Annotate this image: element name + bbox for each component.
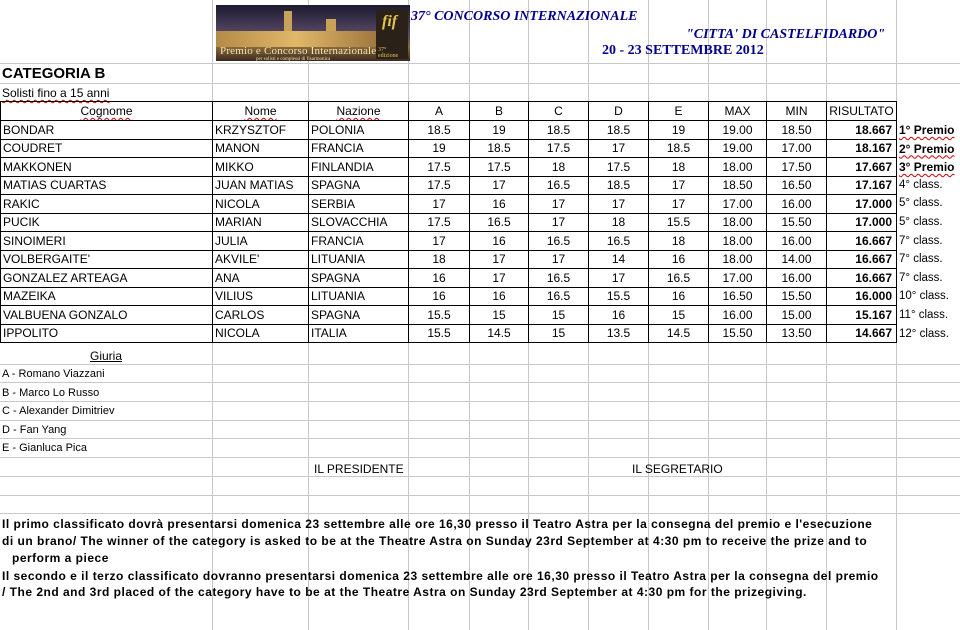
cell-nome: VILIUS — [213, 287, 309, 306]
placement-label: 1° Premio — [899, 123, 955, 137]
note-line-1: Il primo classificato dovrà presentarsi domenica 23 settembre alle ore 16,30 presso il Teatro Astra per la consegna del premio e l'esecuzione — [2, 517, 873, 531]
cell-nazione: FRANCIA — [309, 139, 409, 158]
cell-e: 16.5 — [649, 269, 709, 288]
cell-d: 14 — [589, 250, 649, 269]
cell-a: 18.5 — [409, 121, 470, 140]
cell-d: 17 — [589, 195, 649, 214]
cell-risultato: 18.667 — [827, 121, 897, 140]
cell-b: 14.5 — [470, 324, 529, 343]
placement-label: 5° class. — [899, 216, 943, 228]
jury-member — [2, 387, 99, 399]
cell-b: 15 — [470, 306, 529, 325]
cell-b: 17 — [470, 176, 529, 195]
cell-c: 16.5 — [529, 287, 589, 306]
cell-risultato: 16.667 — [827, 232, 897, 251]
table-row — [1, 213, 897, 232]
cell-nazione: SERBIA — [309, 195, 409, 214]
cell-c: 18 — [529, 158, 589, 177]
jury-letter: A - — [2, 368, 16, 380]
cell-d: 18 — [589, 213, 649, 232]
cell-nazione: SLOVACCHIA — [309, 213, 409, 232]
cell-risultato: 14.667 — [827, 324, 897, 343]
table-row — [1, 250, 897, 269]
table-header-row — [1, 102, 897, 121]
table-row — [1, 269, 897, 288]
column-header: Cognome — [1, 102, 213, 121]
secretary-label: IL SEGRETARIO — [632, 462, 723, 476]
cell-max: 19.00 — [709, 139, 767, 158]
cell-max: 15.50 — [709, 324, 767, 343]
table-row — [1, 195, 897, 214]
column-header: MAX — [709, 102, 767, 121]
jury-member — [2, 442, 87, 454]
cell-d: 16 — [589, 306, 649, 325]
placement-label: 11° class. — [899, 309, 949, 321]
category-subtitle: Solisti fino a 15 anni — [2, 86, 110, 100]
table-row — [1, 158, 897, 177]
cell-e: 15 — [649, 306, 709, 325]
cell-c: 16.5 — [529, 269, 589, 288]
jury-name: Marco Lo Russo — [19, 386, 100, 399]
column-header: A — [409, 102, 470, 121]
contest-title: 37° CONCORSO INTERNAZIONALE — [411, 9, 638, 24]
cell-e: 18.5 — [649, 139, 709, 158]
note-line-5: / The 2nd and 3rd placed of the category have to be at the Theatre Astra on Sunday 23rd September at 4:30 pm for the prizegiving. — [2, 585, 807, 599]
cell-a: 17.5 — [409, 158, 470, 177]
cell-d: 15.5 — [589, 287, 649, 306]
cell-b: 18.5 — [470, 139, 529, 158]
logo-fif: fif — [382, 13, 398, 30]
cell-risultato: 17.000 — [827, 213, 897, 232]
cell-risultato: 17.000 — [827, 195, 897, 214]
column-header: Nazione — [309, 102, 409, 121]
cell-max: 18.00 — [709, 232, 767, 251]
column-header: RISULTATO — [827, 102, 897, 121]
cell-nome: AKVILE' — [213, 250, 309, 269]
city-title: "CITTA' DI CASTELFIDARDO" — [686, 27, 886, 42]
cell-min: 17.50 — [767, 158, 827, 177]
table-row — [1, 139, 897, 158]
cell-a: 16 — [409, 269, 470, 288]
logo-badge — [376, 9, 408, 59]
jury-letter: D - — [2, 423, 17, 436]
cell-d: 18.5 — [589, 176, 649, 195]
table-row — [1, 121, 897, 140]
cell-risultato: 15.167 — [827, 306, 897, 325]
cell-cognome: VALBUENA GONZALO — [1, 306, 213, 325]
jury-name: Gianluca Pica — [19, 442, 87, 455]
cell-nazione: SPAGNA — [309, 269, 409, 288]
cell-max: 19.00 — [709, 121, 767, 140]
cell-cognome: RAKIC — [1, 195, 213, 214]
cell-b: 17.5 — [470, 158, 529, 177]
cell-nome: JUAN MATIAS — [213, 176, 309, 195]
table-row — [1, 232, 897, 251]
cell-cognome: MAZEIKA — [1, 287, 213, 306]
cell-cognome: BONDAR — [1, 121, 213, 140]
cell-nome: MIKKO — [213, 158, 309, 177]
cell-risultato: 17.167 — [827, 176, 897, 195]
jury-member — [2, 405, 115, 417]
cell-nome: JULIA — [213, 232, 309, 251]
cell-risultato: 17.667 — [827, 158, 897, 177]
placement-label: 7° class. — [899, 253, 943, 266]
cell-a: 19 — [409, 139, 470, 158]
column-header: C — [529, 102, 589, 121]
cell-c: 17 — [529, 195, 589, 214]
cell-c: 16.5 — [529, 232, 589, 251]
cell-d: 13.5 — [589, 324, 649, 343]
cell-b: 16 — [470, 232, 529, 251]
results-table — [0, 101, 897, 343]
cell-d: 17 — [589, 269, 649, 288]
cell-e: 16 — [649, 250, 709, 269]
cell-a: 18 — [409, 250, 470, 269]
cell-b: 17 — [470, 250, 529, 269]
cell-max: 18.00 — [709, 158, 767, 177]
cell-b: 17 — [470, 269, 529, 288]
cell-risultato: 16.000 — [827, 287, 897, 306]
cell-max: 18.00 — [709, 213, 767, 232]
note-line-3: perform a piece — [12, 551, 109, 565]
cell-min: 18.50 — [767, 121, 827, 140]
cell-min: 14.00 — [767, 250, 827, 269]
cell-nazione: FRANCIA — [309, 232, 409, 251]
placement-label: 3° Premio — [899, 160, 955, 175]
cell-min: 13.50 — [767, 324, 827, 343]
cell-min: 15.50 — [767, 213, 827, 232]
column-header: B — [470, 102, 529, 121]
cell-min: 17.00 — [767, 139, 827, 158]
cell-cognome: IPPOLITO — [1, 324, 213, 343]
contest-logo — [216, 5, 410, 61]
cell-e: 17 — [649, 195, 709, 214]
table-row — [1, 324, 897, 343]
table-row — [1, 176, 897, 195]
cell-c: 17.5 — [529, 139, 589, 158]
cell-risultato: 18.167 — [827, 139, 897, 158]
cell-a: 17.5 — [409, 176, 470, 195]
jury-member — [2, 368, 105, 380]
cell-risultato: 16.667 — [827, 269, 897, 288]
cell-e: 16 — [649, 287, 709, 306]
cell-e: 18 — [649, 158, 709, 177]
cell-a: 15.5 — [409, 324, 470, 343]
cell-max: 17.00 — [709, 269, 767, 288]
logo-text: Premio e Concorso Internazionale — [220, 45, 377, 57]
placement-label: 12° class. — [899, 327, 949, 340]
cell-b: 16.5 — [470, 213, 529, 232]
cell-nazione: POLONIA — [309, 121, 409, 140]
jury-member — [2, 424, 66, 436]
jury-letter: B - — [2, 386, 17, 399]
cell-a: 17 — [409, 232, 470, 251]
cell-d: 18.5 — [589, 121, 649, 140]
cell-nome: NICOLA — [213, 195, 309, 214]
placement-label: 4° class. — [899, 178, 943, 191]
cell-c: 17 — [529, 250, 589, 269]
cell-e: 18 — [649, 232, 709, 251]
cell-nazione: ITALIA — [309, 324, 409, 343]
jury-letter: E - — [2, 442, 17, 455]
cell-nome: CARLOS — [213, 306, 309, 325]
cell-cognome: MATIAS CUARTAS — [1, 176, 213, 195]
cell-max: 18.50 — [709, 176, 767, 195]
cell-e: 15.5 — [649, 213, 709, 232]
cell-min: 16.00 — [767, 269, 827, 288]
note-line-2: di un brano/ The winner of the category is asked to be at the Theatre Astra on Sunday 23rd September at 4:30 pm to receive the prize and to — [2, 534, 868, 548]
jury-name: Fan Yang — [19, 423, 67, 436]
cell-a: 16 — [409, 287, 470, 306]
cell-a: 15.5 — [409, 306, 470, 325]
cell-cognome: MAKKONEN — [1, 158, 213, 177]
cell-e: 19 — [649, 121, 709, 140]
cell-nome: ANA — [213, 269, 309, 288]
placement-label: 7° class. — [899, 234, 943, 247]
placement-label: 10° class. — [899, 290, 949, 303]
placement-label: 7° class. — [899, 271, 943, 284]
note-line-4: Il secondo e il terzo classificato dovranno presentarsi domenica 23 settembre alle ore 16,30 presso il Teatro Astra per la consegna del premio — [2, 569, 879, 583]
cell-d: 17 — [589, 139, 649, 158]
table-row — [1, 306, 897, 325]
cell-a: 17 — [409, 195, 470, 214]
cell-cognome: VOLBERGAITE' — [1, 250, 213, 269]
cell-nazione: LITUANIA — [309, 250, 409, 269]
cell-nome: MANON — [213, 139, 309, 158]
jury-name: Alexander Dimitriev — [19, 405, 115, 418]
cell-min: 16.50 — [767, 176, 827, 195]
jury-name: Romano Viazzani — [18, 368, 105, 380]
cell-c: 16.5 — [529, 176, 589, 195]
cell-min: 15.50 — [767, 287, 827, 306]
cell-a: 17.5 — [409, 213, 470, 232]
cell-min: 16.00 — [767, 232, 827, 251]
cell-nome: MARIAN — [213, 213, 309, 232]
cell-max: 16.50 — [709, 287, 767, 306]
logo-subtext: per solisti e complessi di fisarmonica — [256, 57, 331, 61]
logo-edition: 37° edizione — [378, 47, 399, 59]
cell-nome: NICOLA — [213, 324, 309, 343]
jury-letter: C - — [2, 405, 17, 418]
category-title: CATEGORIA B — [2, 65, 106, 82]
cell-b: 19 — [470, 121, 529, 140]
column-header: D — [589, 102, 649, 121]
placement-label: 2° Premio — [899, 141, 955, 156]
cell-b: 16 — [470, 195, 529, 214]
cell-c: 15 — [529, 324, 589, 343]
cell-cognome: PUCIK — [1, 213, 213, 232]
cell-min: 15.00 — [767, 306, 827, 325]
cell-nazione: SPAGNA — [309, 306, 409, 325]
jury-title: Giuria — [90, 349, 123, 363]
cell-max: 18.00 — [709, 250, 767, 269]
cell-b: 16 — [470, 287, 529, 306]
contest-dates: 20 - 23 SETTEMBRE 2012 — [602, 43, 764, 58]
cell-cognome: SINOIMERI — [1, 232, 213, 251]
placement-label: 5° class. — [899, 197, 943, 210]
cell-nome: KRZYSZTOF — [213, 121, 309, 140]
column-header: MIN — [767, 102, 827, 121]
cell-nazione: SPAGNA — [309, 176, 409, 195]
column-header: Nome — [213, 102, 309, 121]
cell-e: 17 — [649, 176, 709, 195]
cell-max: 16.00 — [709, 306, 767, 325]
cell-c: 18.5 — [529, 121, 589, 140]
column-header: E — [649, 102, 709, 121]
cell-c: 17 — [529, 213, 589, 232]
cell-min: 16.00 — [767, 195, 827, 214]
cell-c: 15 — [529, 306, 589, 325]
cell-cognome: COUDRET — [1, 139, 213, 158]
cell-risultato: 16.667 — [827, 250, 897, 269]
cell-d: 16.5 — [589, 232, 649, 251]
cell-e: 14.5 — [649, 324, 709, 343]
president-label: IL PRESIDENTE — [314, 462, 404, 476]
cell-max: 17.00 — [709, 195, 767, 214]
cell-nazione: LITUANIA — [309, 287, 409, 306]
cell-cognome: GONZALEZ ARTEAGA — [1, 269, 213, 288]
cell-nazione: FINLANDIA — [309, 158, 409, 177]
table-row — [1, 287, 897, 306]
cell-d: 17.5 — [589, 158, 649, 177]
